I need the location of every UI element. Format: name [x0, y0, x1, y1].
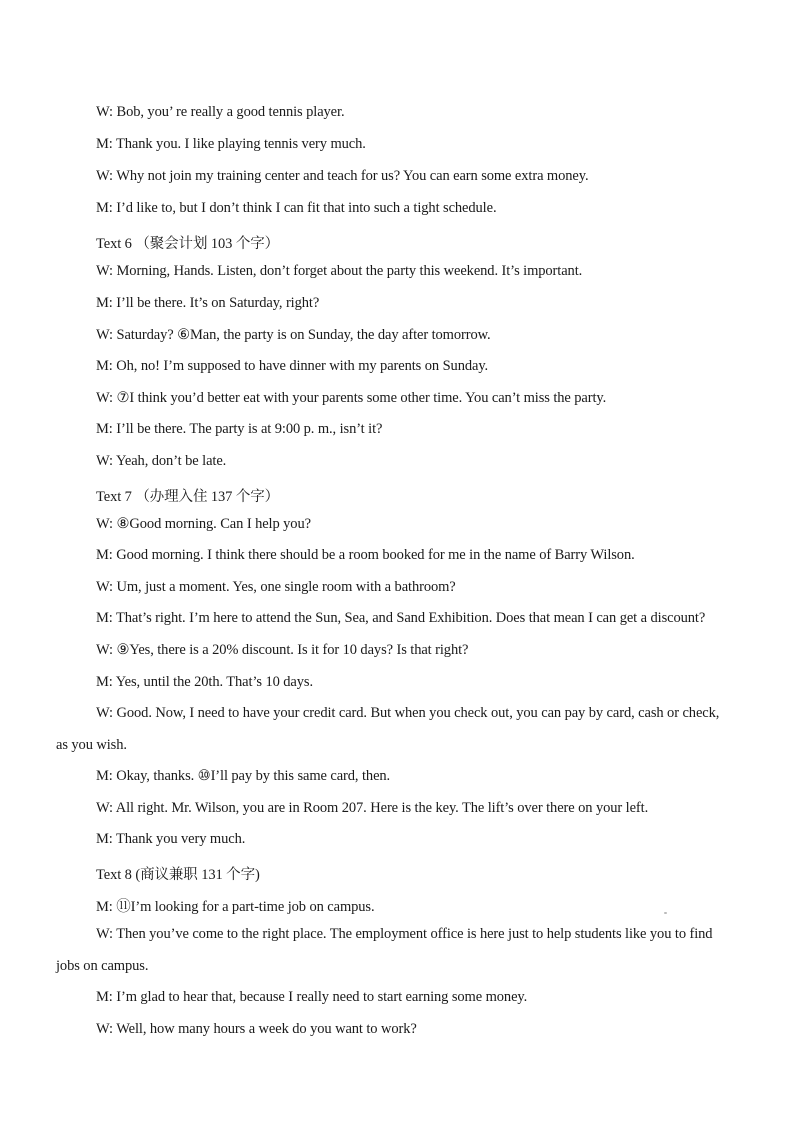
- dialogue-line: M: ⑪I’m looking for a part-time job on campus.: [96, 899, 375, 915]
- dialogue-line: M: Okay, thanks. ⑩I’ll pay by this same card, then.: [96, 768, 391, 784]
- dialogue-line: W: All right. Mr. Wilson, you are in Room 207. Here is the key. The lift’s over there on your left.: [96, 800, 649, 816]
- dialogue-line: M: Good morning. I think there should be a room booked for me in the name of Barry Wilson.: [96, 547, 635, 563]
- dialogue-line: M: Yes, until the 20th. That’s 10 days.: [96, 674, 313, 690]
- dialogue-line: W: Yeah, don’t be late.: [96, 453, 227, 469]
- dialogue-line: M: I’ll be there. The party is at 9:00 p. m., isn’t it?: [96, 421, 383, 437]
- dialogue-line: W: Good. Now, I need to have your credit card. But when you check out, you can pay by card, cash or check,: [96, 705, 720, 721]
- dialogue-line: M: I’d like to, but I don’t think I can fit that into such a tight schedule.: [96, 200, 497, 216]
- dialogue-line: M: I’m glad to hear that, because I really need to start earning some money.: [96, 989, 528, 1005]
- section-heading: Text 8 (商议兼职 131 个字): [96, 867, 260, 883]
- section-heading: Text 6 （聚会计划 103 个字）: [96, 236, 280, 252]
- dialogue-line: M: Oh, no! I’m supposed to have dinner with my parents on Sunday.: [96, 358, 489, 374]
- dialogue-line: W: ⑨Yes, there is a 20% discount. Is it for 10 days? Is that right?: [96, 642, 469, 658]
- dialogue-line: W: Bob, you’ re really a good tennis player.: [96, 104, 345, 120]
- dialogue-line: W: Um, just a moment. Yes, one single room with a bathroom?: [96, 579, 456, 595]
- dialogue-line: W: ⑧Good morning. Can I help you?: [96, 516, 311, 532]
- dialogue-line: M: I’ll be there. It’s on Saturday, right?: [96, 295, 320, 311]
- dialogue-line: M: That’s right. I’m here to attend the Sun, Sea, and Sand Exhibition. Does that mean I can get a discount?: [96, 610, 706, 626]
- dialogue-line-continuation: as you wish.: [56, 737, 127, 753]
- dialogue-line: W: ⑦I think you’d better eat with your parents some other time. You can’t miss the party.: [96, 390, 607, 406]
- dialogue-line: W: Why not join my training center and teach for us? You can earn some extra money.: [96, 168, 589, 184]
- scan-speck: [664, 912, 667, 914]
- dialogue-line: W: Saturday? ⑥Man, the party is on Sunday, the day after tomorrow.: [96, 327, 491, 343]
- dialogue-line: M: Thank you very much.: [96, 831, 246, 847]
- dialogue-line: W: Well, how many hours a week do you want to work?: [96, 1021, 417, 1037]
- dialogue-line: W: Morning, Hands. Listen, don’t forget about the party this weekend. It’s important.: [96, 263, 583, 279]
- dialogue-line-continuation: jobs on campus.: [56, 958, 149, 974]
- dialogue-line: W: Then you’ve come to the right place. The employment office is here just to help students like you to find: [96, 926, 713, 942]
- dialogue-line: M: Thank you. I like playing tennis very much.: [96, 136, 366, 152]
- section-heading: Text 7 （办理入住 137 个字）: [96, 489, 280, 505]
